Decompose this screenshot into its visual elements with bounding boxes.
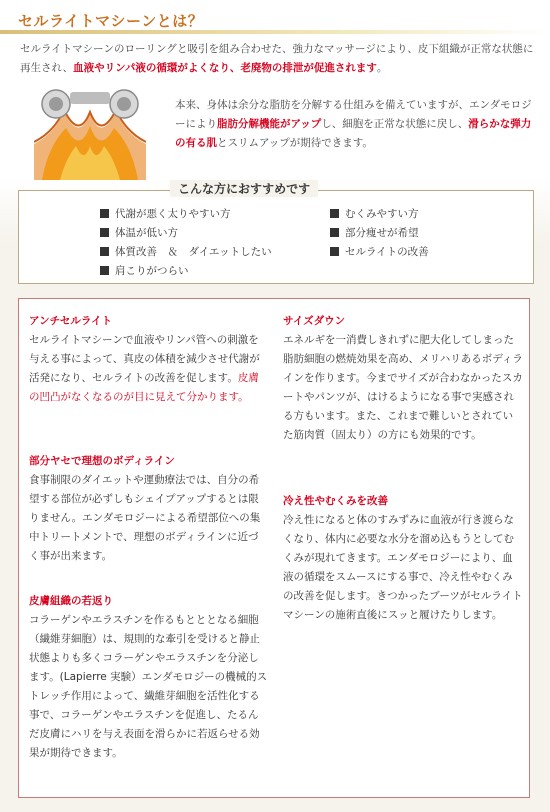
anti-body-highlight: 皮膚の凹凸がなくなるのが目に見えて分かります。 bbox=[29, 372, 259, 403]
desc-text-2: し、細胞を正常な状態に戻し、 bbox=[321, 118, 469, 130]
section-heading-skin-rejuvenation: 皮膚組織の若返り bbox=[29, 595, 113, 607]
section-body-size-down: エネルギを一消費しきれずに肥大化してしまった脂肪細胞の燃焼効果を高め、メリハリあるボディラインを作ります。今までサイズが合わなかったスカートやパンツが、はけるようになる事で実感される方もいます。また、これまで難しいとされていた筋肉質（固太り）の方にも効果的です。 bbox=[283, 334, 523, 441]
square-bullet-icon bbox=[100, 247, 109, 256]
recommend-item-label: 体温が低い方 bbox=[115, 227, 178, 239]
recommend-item bbox=[100, 206, 231, 221]
section-heading-cold-swelling: 冷え性やむくみを改善 bbox=[283, 495, 388, 507]
recommend-box bbox=[18, 190, 534, 284]
intro-highlight: 血液やリンパ液の循環がよくなり、老廃物の排泄が促進されます bbox=[73, 62, 377, 74]
recommend-item-label: 代謝が悪く太りやすい方 bbox=[115, 208, 231, 220]
recommend-item-label: セルライトの改善 bbox=[345, 246, 429, 258]
recommend-title: こんな方におすすめです bbox=[170, 180, 318, 197]
recommend-item bbox=[330, 206, 419, 221]
square-bullet-icon bbox=[330, 247, 339, 256]
square-bullet-icon bbox=[100, 209, 109, 218]
desc-text-3: とスリムアップが期待できます。 bbox=[217, 137, 373, 149]
square-bullet-icon bbox=[100, 228, 109, 237]
intro-text: セルライトマシーンのローリングと吸引を組み合わせた、強力なマッサージにより、皮下組織が正常な状態に再生され、 bbox=[20, 43, 534, 74]
section-heading-anti-cellulite: アンチセルライト bbox=[29, 315, 113, 327]
title-underline bbox=[0, 30, 550, 34]
section-body-anti-cellulite bbox=[29, 331, 269, 407]
page-title: セルライトマシーンとは？ bbox=[18, 12, 204, 30]
desc-highlight-1: 脂肪分解機能がアップ bbox=[217, 118, 322, 130]
desc-text-1: 本来、身体は余分な脂肪を分解する仕組みを備えていますが、エンダモロジーにより bbox=[175, 99, 532, 130]
anti-body-text: セルライトマシーンで血液やリンパ管への刺激を与える事によって、真皮の体積を減少させ代謝が活発になり、セルライトの改善を促します。 bbox=[29, 334, 260, 384]
recommend-item bbox=[330, 244, 429, 259]
square-bullet-icon bbox=[100, 266, 109, 275]
section-heading-size-down: サイズダウン bbox=[283, 315, 346, 327]
recommend-item bbox=[100, 244, 272, 259]
recommend-item-label: むくみやすい方 bbox=[345, 208, 419, 220]
square-bullet-icon bbox=[330, 228, 339, 237]
desc-highlight-2: 滑らかな弾力の有る肌 bbox=[175, 118, 532, 149]
recommend-item-label: 肩こりがつらい bbox=[115, 265, 189, 277]
section-body-cold-swelling: 冷え性になると体のすみずみに血液が行き渡らなくなり、体内に必要な水分を溜め込もうとしてむくみが現れてきます。エンダモロジーにより、血液の循環をスムースにする事で、冷え性やむくみの改善を促します。きつかったブーツがセルライトマシーンの施術直後にスッと履けたりします。 bbox=[283, 514, 523, 621]
section-heading-partial-slim: 部分ヤセで理想のボディライン bbox=[29, 455, 175, 467]
square-bullet-icon bbox=[330, 209, 339, 218]
recommend-item bbox=[100, 225, 178, 240]
recommend-item-label: 体質改善 ＆ ダイエットしたい bbox=[115, 246, 272, 258]
roller-illustration bbox=[34, 84, 146, 180]
intro-text-end: 。 bbox=[376, 62, 388, 74]
recommend-item bbox=[100, 263, 189, 278]
content-box bbox=[18, 298, 530, 798]
recommend-item-label: 部分痩せが希望 bbox=[345, 227, 419, 239]
section-body-partial-slim: 食事制限のダイエットや運動療法では、自分の希望する部位が必ずしもシェイプアップするとは限りません。エンダモロジーによる希望部位への集中トリートメントで、理想のボディラインに近づく事が出来ます。 bbox=[29, 474, 261, 562]
section-body-skin-rejuvenation: コラーゲンやエラスチンを作るもとととなる細胞（繊維芽細胞）は、規則的な牽引を受けると静止状態よりも多くコラーゲンやエラスチンを分泌します。(Lapierre 実験）エンダモロジーの機械的ストレッチ作用によって、繊維芽細胞を活性化する事で、コラーゲンやエラスチンを促進し、たるんだ皮膚にハリを与え表面を滑らかに若返らせる効果が期待できます。 bbox=[29, 614, 268, 759]
description-paragraph bbox=[175, 96, 533, 153]
intro-paragraph bbox=[20, 40, 535, 78]
recommend-item bbox=[330, 225, 419, 240]
